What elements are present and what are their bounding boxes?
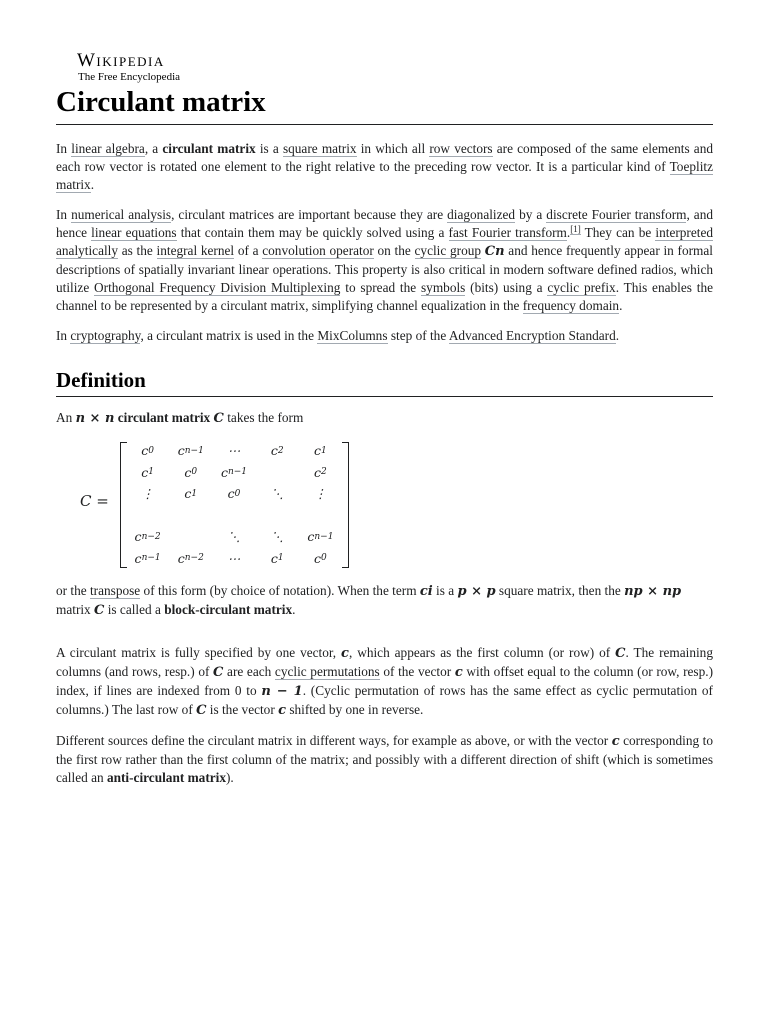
link-square-matrix[interactable]: square matrix [282, 141, 357, 156]
wikipedia-logo[interactable] [77, 50, 180, 84]
math-vector-c: c [341, 646, 349, 661]
math-vector-c: c [278, 703, 287, 718]
link-transpose[interactable]: transpose [89, 583, 141, 598]
link-symbols[interactable]: symbols [421, 280, 466, 295]
link-interpreted-analytically[interactable]: interpreted analytically [56, 225, 714, 258]
matrix-cell: c 2 [314, 464, 327, 480]
matrix-cell: c 0 [314, 550, 327, 566]
matrix-cell: ⋯ [227, 443, 241, 459]
section-heading-definition: Definition [56, 367, 713, 397]
logo-wordmark: Wikipedia [77, 50, 165, 71]
link-mixcolumns[interactable]: MixColumns [317, 328, 388, 343]
matrix-cell: ⋱ [270, 486, 284, 502]
matrix-cell: c n−1 [134, 550, 161, 566]
matrix-cell [126, 505, 169, 527]
math-n-by-n: n × n [75, 411, 115, 426]
matrix-cell: c 0 [227, 486, 241, 502]
matrix-cell: ⋯ [227, 550, 241, 566]
link-cryptography[interactable]: cryptography [70, 328, 141, 343]
link-fast-fourier-transform[interactable]: fast Fourier transform [448, 225, 567, 240]
math-c: C [213, 665, 224, 680]
right-bracket [342, 442, 349, 568]
bold-circulant-matrix: circulant matrix [162, 141, 256, 156]
matrix-lhs: C = [80, 492, 109, 510]
matrix-cell [299, 505, 342, 527]
matrix-cell: c n−1 [177, 443, 204, 459]
intro-paragraph-1: In linear algebra, a circulant matrix is a square matrix in which all row vectors are composed of the same elements and each row vector is rotated one element to the right relative to the preceding row vector. It is a particular kind of Toeplitz matrix. [56, 141, 714, 192]
math-vector-c: c [611, 734, 620, 749]
matrix-cell: c 2 [270, 443, 284, 459]
bold-anti-circulant-matrix: anti-circulant matrix [106, 770, 226, 785]
matrix-cell: c 1 [270, 550, 284, 566]
intro-paragraph-2: In numerical analysis, circulant matrices are important because they are diagonalized by a discrete Fourier transform, and hence linear equations that contain them may be quickly solved using a fast Fourier transform.[1] They can be interpreted analytically as the integral kernel of a convolution operator on the cyclic group Cn and hence frequently appear in formal descriptions of spatially invariant linear operations. This property is also critical in modern software defined radios, which utilize Orthogonal Frequency Division Multiplexing to spread the symbols (bits) using a cyclic prefix. This enables the channel to be represented by a circulant matrix, simplifying channel equalization in the frequency domain. [56, 207, 714, 313]
link-cyclic-prefix[interactable]: cyclic prefix [547, 280, 616, 295]
math-ci: ci [419, 584, 433, 599]
link-toeplitz-matrix[interactable]: Toeplitz matrix [56, 159, 713, 192]
math-vector-c: c [454, 665, 463, 680]
link-convolution-operator[interactable]: convolution operator [262, 243, 374, 258]
link-advanced-encryption-standard[interactable]: Advanced Encryption Standard [448, 328, 616, 343]
matrix-cell: c 1 [141, 464, 154, 480]
math-c: C [615, 646, 626, 661]
link-cyclic-permutations[interactable]: cyclic permutations [274, 664, 380, 679]
matrix-cell: c 1 [184, 486, 198, 502]
intro-paragraph-3: In cryptography, a circulant matrix is used in the MixColumns step of the Advanced Encryption Standard. [56, 328, 620, 343]
article-body [56, 140, 713, 799]
link-discrete-fourier-transform[interactable]: discrete Fourier transform [546, 207, 687, 222]
reference-1[interactable]: [1] [570, 223, 581, 234]
circulant-matrix-formula [56, 440, 713, 572]
matrix-cell: ⋮ [141, 486, 154, 502]
math-c: C [94, 603, 105, 618]
matrix-cell [169, 526, 212, 548]
link-cyclic-group[interactable]: cyclic group [414, 243, 482, 258]
matrix-cell: c n−1 [220, 464, 248, 480]
matrix-cell: c 0 [141, 443, 154, 459]
logo-tagline: The Free Encyclopedia [78, 71, 181, 83]
matrix-cell: ⋱ [270, 529, 284, 545]
bold-circulant-matrix-def: circulant matrix [117, 410, 211, 425]
link-ofdm[interactable]: Orthogonal Frequency Division Multiplexing [94, 280, 341, 295]
matrix-cell: c n−2 [134, 529, 161, 545]
matrix-cell [256, 462, 299, 484]
definition-paragraph-2: or the transpose of this form (by choice of notation). When the term ci is a p × p square matrix, then the np × np matrix C is called a block-circulant matrix. [56, 583, 682, 618]
matrix-cell: c 1 [314, 443, 327, 459]
link-linear-algebra[interactable]: linear algebra [71, 141, 145, 156]
math-c: C [213, 411, 224, 426]
math-cn: Cn [484, 244, 505, 259]
link-row-vectors[interactable]: row vectors [429, 141, 493, 156]
math-c: C [196, 703, 207, 718]
definition-paragraph-4: Different sources define the circulant matrix in different ways, for example as above, or with the vector c corresponding to the first row rather than the first column of the matrix; and possibly with a different direction of shift (which is sometimes called an anti-circulant matrix). [56, 733, 713, 785]
matrix-cell [256, 505, 299, 527]
matrix-cell: ⋱ [227, 529, 241, 545]
matrix-grid [126, 440, 342, 569]
page-title: Circulant matrix [56, 82, 713, 125]
matrix-cell: ⋮ [314, 486, 327, 502]
definition-paragraph-1: An n × n circulant matrix C takes the form [56, 410, 304, 426]
matrix-cell [169, 505, 212, 527]
math-np-by-np: np × np [624, 584, 682, 599]
matrix-cell [212, 505, 255, 527]
definition-paragraph-3: A circulant matrix is fully specified by one vector, c, which appears as the first column (or row) of C. The remaining columns (and rows, resp.) of C are each cyclic permutations of the vector c with offset equal to the column (or row, resp.) index, if lines are indexed from 0 to n − 1. (Cyclic permutation of rows has the same effect as cyclic permutation of columns.) The last row of C is the vector c shifted by one in reverse. [56, 645, 714, 718]
bold-block-circulant-matrix: block-circulant matrix [164, 602, 293, 617]
link-integral-kernel[interactable]: integral kernel [156, 243, 235, 258]
math-n-minus-1: n − 1 [261, 684, 303, 699]
math-p-by-p: p × p [457, 584, 496, 599]
link-frequency-domain[interactable]: frequency domain [522, 298, 620, 313]
link-diagonalized[interactable]: diagonalized [447, 207, 516, 222]
link-numerical-analysis[interactable]: numerical analysis [71, 207, 172, 222]
matrix-cell: c n−2 [177, 550, 204, 566]
matrix-cell: c 0 [184, 464, 198, 480]
link-linear-equations[interactable]: linear equations [91, 225, 177, 240]
matrix-cell: c n−1 [307, 529, 334, 545]
